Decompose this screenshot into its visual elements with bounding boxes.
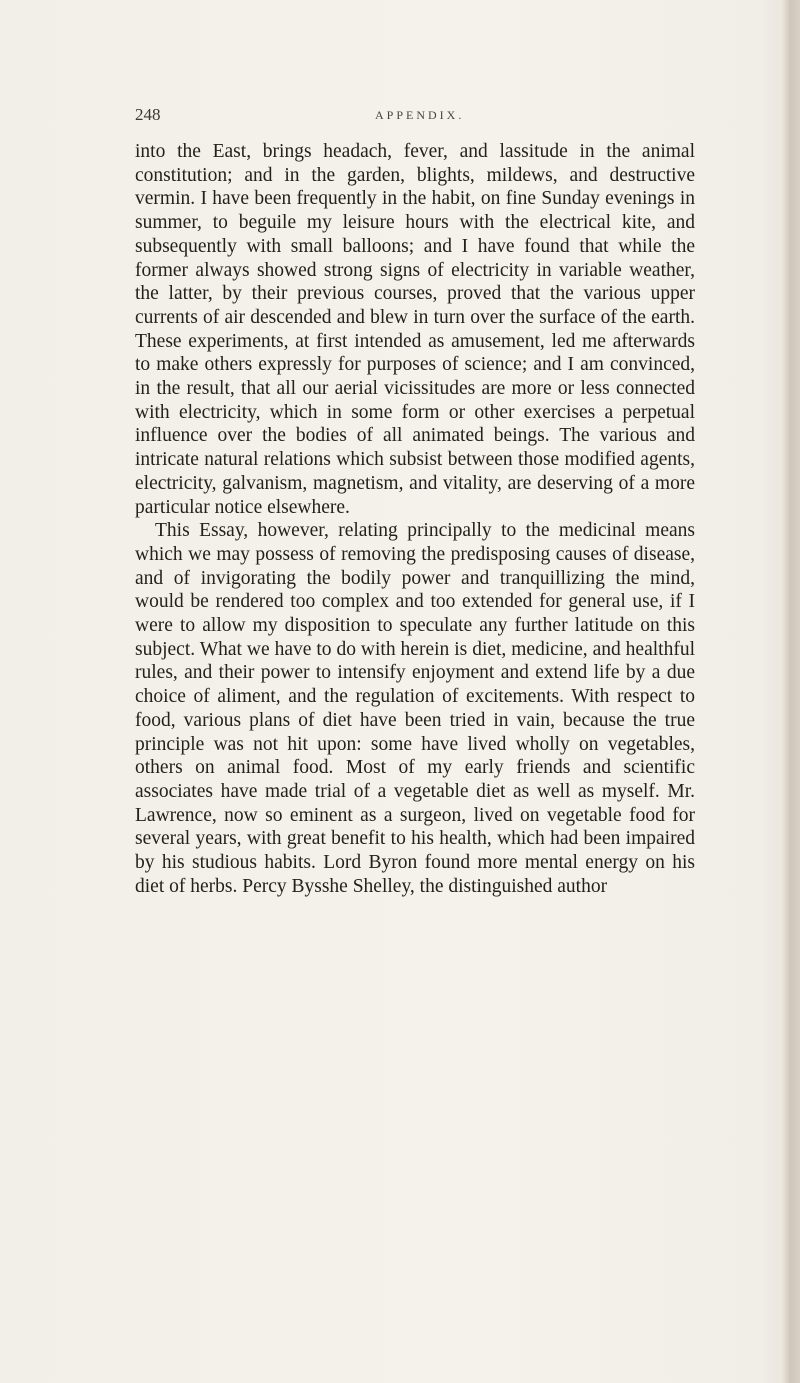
page-edge-shadow: [782, 0, 800, 1383]
page-header: [135, 105, 685, 135]
paragraph-2: This Essay, however, relating principally to the medicinal means which we may possess of removing the predisposing causes of disease, and of invigorating the bodily power and tranquillizing the mind, would be rendered too complex and too extended for general use, if I were to allow my disposition to speculate any further latitude on this subject. What we have to do with herein is diet, medicine, and healthful rules, and their power to intensify enjoyment and extend life by a due choice of aliment, and the regulation of excitements. With respect to food, various plans of diet have been tried in vain, because the true principle was not hit upon: some have lived wholly on vegetables, others on animal food. Most of my early friends and scientific associates have made trial of a vegetable diet as well as myself. Mr. Lawrence, now so eminent as a surgeon, lived on vegetable food for several years, with great benefit to his health, which had been impaired by his studious habits. Lord Byron found more mental energy on his diet of herbs. Percy Bysshe Shelley, the distinguished author: [135, 520, 695, 897]
page-number: 248: [135, 105, 161, 124]
running-head: APPENDIX.: [375, 108, 465, 122]
paragraph-1: into the East, brings headach, fever, and lassitude in the animal constitution; and in the garden, blights, mildews, and destructive vermin. I have been frequently in the habit, on fine Sunday evenings in summer, to beguile my leisure hours with the electrical kite, and subsequently with small balloons; and I have found that while the former always showed strong signs of electricity in variable weather, the latter, by their previous courses, proved that the various upper currents of air descended and blew in turn over the surface of the earth. These experiments, at first intended as amusement, led me afterwards to make others expressly for purposes of science; and I am convinced, in the result, that all our aerial vicissitudes are more or less connected with electricity, which in some form or other exercises a perpetual influence over the bodies of all animated beings. The various and intricate natural relations which subsist between those modified agents, electricity, galvanism, magnetism, and vitality, are deserving of a more particular notice elsewhere.: [135, 141, 695, 518]
body-text: [135, 140, 695, 899]
